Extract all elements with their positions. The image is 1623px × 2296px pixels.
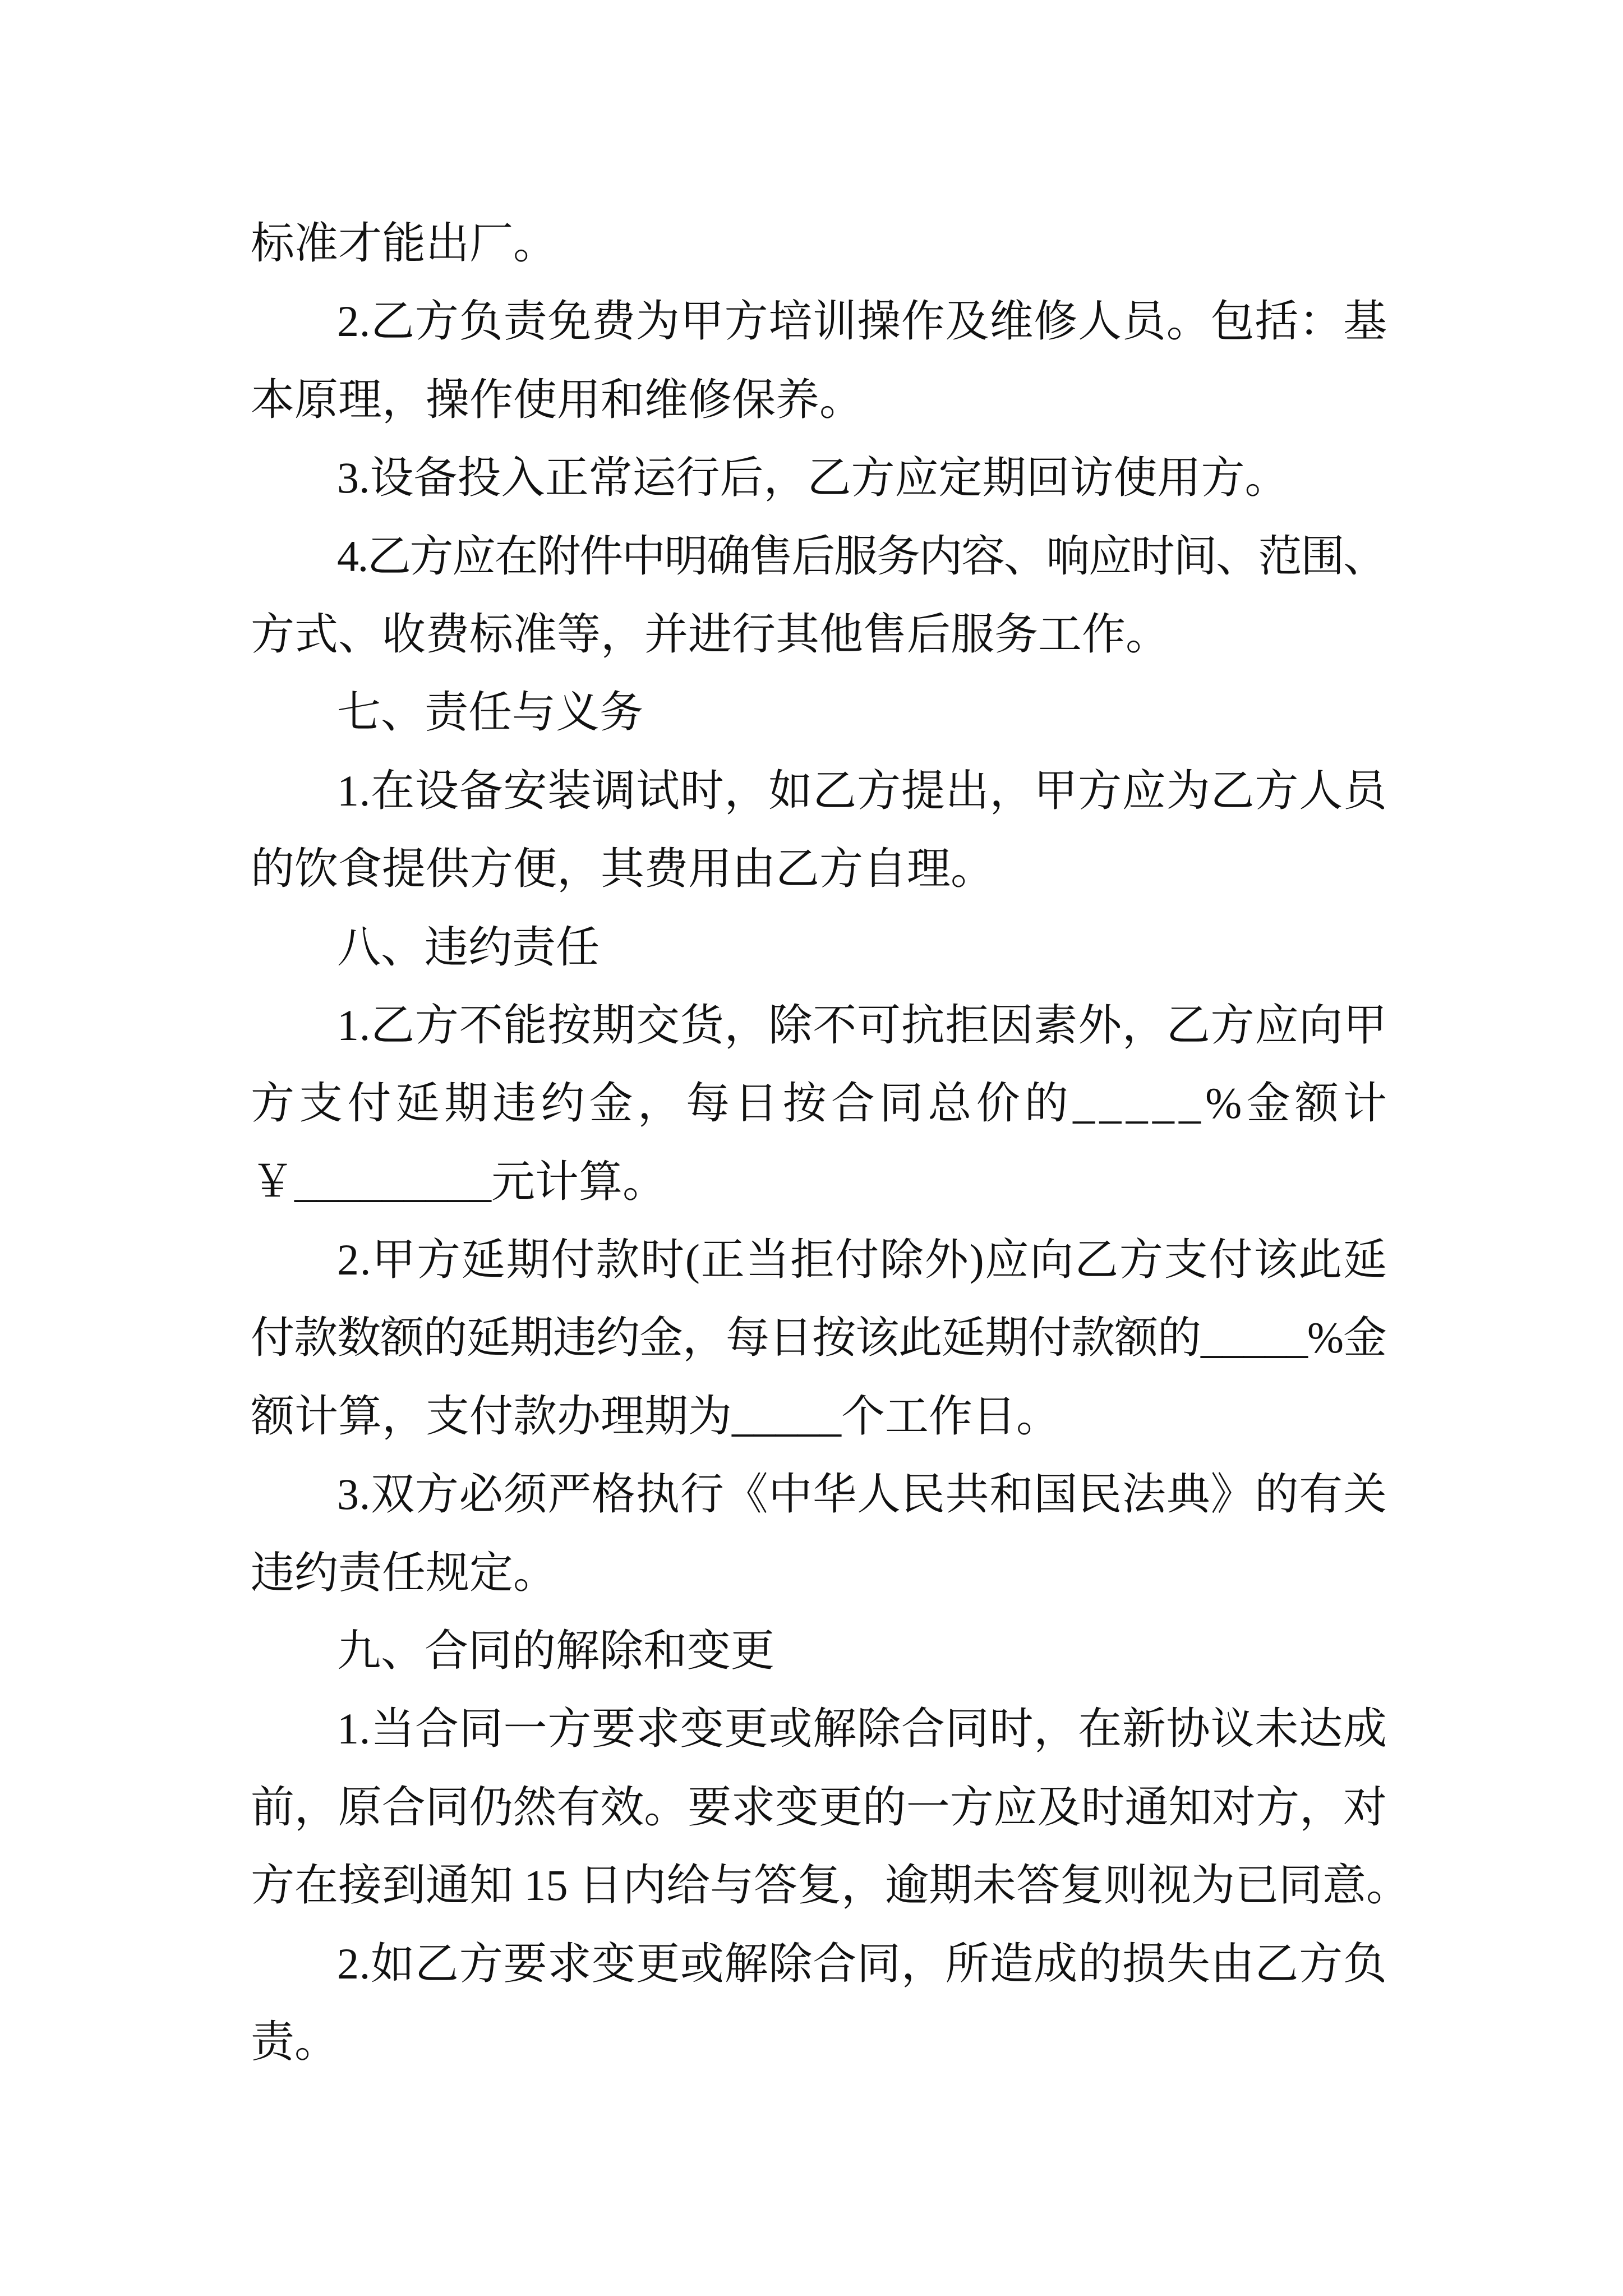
clause xyxy=(251,517,1387,674)
clause-line: 前，原合同仍然有效。要求变更的一方应及时通知对方，对 xyxy=(251,1782,1387,1832)
clause-line: 2.如乙方要求变更或解除合同，所造成的损失由乙方负 xyxy=(337,1939,1387,1988)
clause-line: 1.当合同一方要求变更或解除合同时，在新协议未达成 xyxy=(337,1704,1387,1754)
clause xyxy=(251,1690,1410,1924)
clause-line: 1.乙方不能按期交货，除不可抗拒因素外，乙方应向甲 xyxy=(337,1000,1387,1050)
clause-line: 责。 xyxy=(251,2017,339,2066)
clause-line: 方式、收费标准等，并进行其他售后服务工作。 xyxy=(251,609,1170,659)
section-heading: 九、合同的解除和变更 xyxy=(337,1626,775,1676)
clause-line: 3.双方必须严格执行《中华人民共和国民法典》的有关 xyxy=(337,1470,1387,1519)
clause-line: 本原理，操作使用和维修保养。 xyxy=(251,375,864,424)
clause-line: 付款数额的延期违约金，每日按该此延期付款额的_____%金 xyxy=(251,1313,1386,1363)
clause xyxy=(251,1221,1387,1455)
section-responsibilities xyxy=(251,673,1387,908)
section-heading: 八、违约责任 xyxy=(337,922,600,972)
clause xyxy=(251,752,1387,908)
clause-line: 1.在设备安装调试时，如乙方提出，甲方应为乙方人员 xyxy=(337,766,1387,815)
clause-line: 方在接到通知 15 日内给与答复，逾期未答复则视为已同意。 xyxy=(251,1861,1410,1910)
clause xyxy=(251,1925,1387,2081)
clause-line: ￥_________元计算。 xyxy=(251,1157,667,1206)
section-termination-and-change xyxy=(251,1612,1410,2081)
clause xyxy=(251,439,1387,517)
clause-line: 额计算，支付款办理期为_____个工作日。 xyxy=(251,1391,1061,1441)
section-breach-liability xyxy=(251,908,1392,1612)
clause xyxy=(251,1455,1387,1612)
clause-line: 2.乙方负责免费为甲方培训操作及维修人员。包括：基 xyxy=(337,297,1387,346)
section-heading: 七、责任与义务 xyxy=(337,688,644,737)
clause-line: 2.甲方延期付款时(正当拒付除外)应向乙方支付该此延 xyxy=(337,1235,1388,1285)
clause-line: 方支付延期违约金，每日按合同总价的_____%金额计 xyxy=(251,1079,1392,1128)
clause xyxy=(251,986,1392,1221)
clause xyxy=(251,282,1387,439)
clause-line: 违约责任规定。 xyxy=(251,1548,557,1597)
clause-line: 4.乙方应在附件中明确售后服务内容、响应时间、范围、 xyxy=(337,531,1386,581)
document-page xyxy=(251,204,1410,2081)
clause-line: 的饮食提供方便，其费用由乙方自理。 xyxy=(251,844,995,894)
carryover-text: 标准才能出厂。 xyxy=(251,219,557,268)
clause-line: 3.设备投入正常运行后，乙方应定期回访使用方。 xyxy=(337,453,1289,503)
